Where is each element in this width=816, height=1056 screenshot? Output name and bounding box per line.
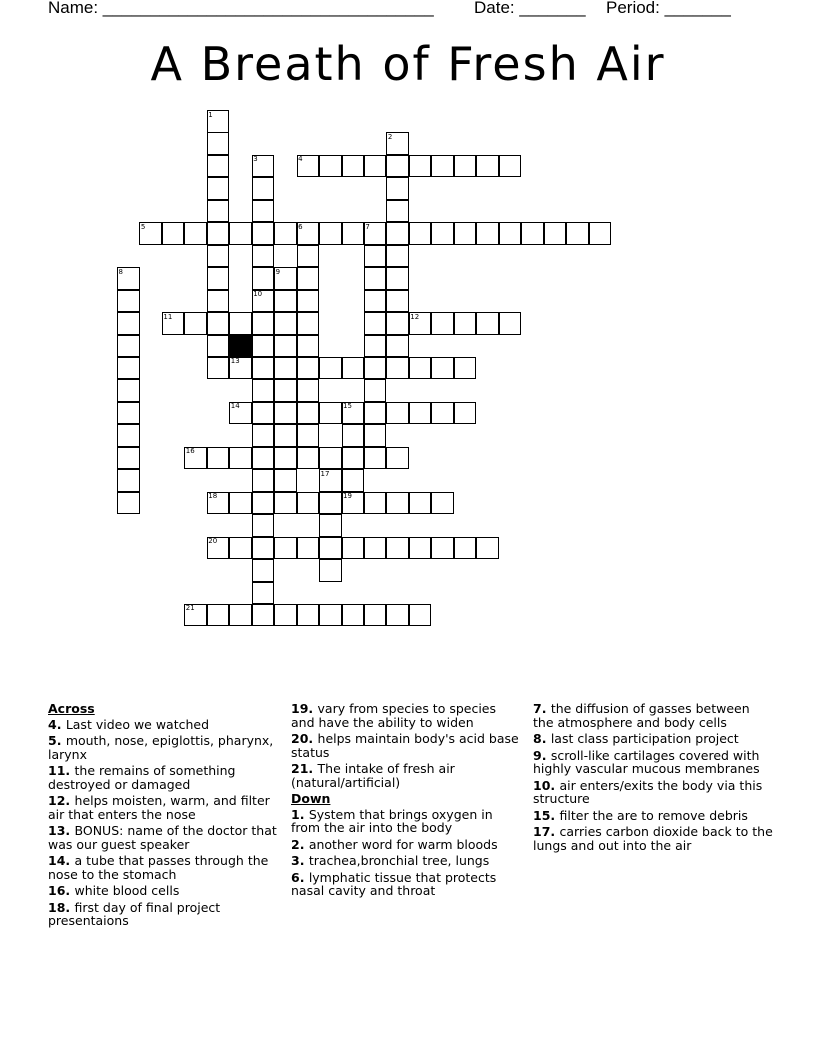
grid-cell[interactable] bbox=[319, 559, 342, 582]
clue-number-6: 6 bbox=[298, 222, 303, 231]
grid-cell[interactable] bbox=[476, 537, 499, 560]
grid-cell[interactable] bbox=[319, 447, 342, 470]
grid-cell[interactable] bbox=[252, 492, 275, 515]
grid-cell[interactable] bbox=[297, 290, 320, 313]
grid-cell[interactable] bbox=[319, 514, 342, 537]
grid-cell[interactable] bbox=[252, 424, 275, 447]
clue-number-15: 15 bbox=[343, 402, 352, 411]
grid-cell[interactable] bbox=[297, 357, 320, 380]
grid-cell[interactable] bbox=[207, 245, 230, 268]
grid-cell[interactable] bbox=[252, 447, 275, 470]
grid-cell[interactable] bbox=[252, 582, 275, 605]
grid-cell[interactable] bbox=[297, 312, 320, 335]
grid-cell[interactable] bbox=[252, 604, 275, 627]
grid-cell[interactable] bbox=[184, 222, 207, 245]
grid-cell[interactable] bbox=[207, 447, 230, 470]
clue-down-2[interactable]: 2. another word for warm bloods bbox=[291, 836, 498, 852]
grid-cell[interactable] bbox=[252, 245, 275, 268]
grid-cell[interactable] bbox=[319, 492, 342, 515]
grid-cell[interactable] bbox=[207, 604, 230, 627]
grid-cell[interactable] bbox=[117, 335, 140, 358]
grid-cell[interactable] bbox=[117, 469, 140, 492]
grid-cell[interactable] bbox=[431, 402, 454, 425]
clue-down-7[interactable]: 7. the diffusion of gasses between the atmosphere and body cells bbox=[533, 701, 750, 730]
grid-cell[interactable] bbox=[319, 537, 342, 560]
grid-cell[interactable] bbox=[207, 200, 230, 223]
grid-cell[interactable] bbox=[274, 290, 297, 313]
grid-cell[interactable] bbox=[431, 222, 454, 245]
grid-cell[interactable] bbox=[342, 155, 365, 178]
clue-number-8: 8 bbox=[118, 267, 123, 276]
clue-number-5: 5 bbox=[140, 222, 146, 231]
grid-cell[interactable] bbox=[274, 357, 297, 380]
grid-cell[interactable] bbox=[207, 132, 230, 155]
grid-cell[interactable] bbox=[386, 312, 409, 335]
clue-down-9[interactable]: 9. scroll-like cartilages covered with highly vascular mucous membranes bbox=[533, 747, 760, 776]
grid-cell[interactable] bbox=[252, 537, 275, 560]
grid-cell[interactable] bbox=[184, 312, 207, 335]
clue-across-4[interactable]: 4. Last video we watched bbox=[48, 716, 210, 732]
clue-down-10[interactable]: 10. air enters/exits the body via this structure bbox=[533, 777, 763, 806]
grid-cell[interactable] bbox=[297, 424, 320, 447]
grid-cell[interactable] bbox=[431, 537, 454, 560]
grid-cell[interactable] bbox=[499, 312, 522, 335]
grid-cell[interactable] bbox=[386, 155, 409, 178]
grid-cell[interactable] bbox=[274, 604, 297, 627]
grid-cell[interactable] bbox=[499, 155, 522, 178]
grid-cell[interactable] bbox=[364, 245, 387, 268]
grid-cell[interactable] bbox=[252, 514, 275, 537]
grid-cell[interactable] bbox=[386, 357, 409, 380]
grid-cell[interactable] bbox=[364, 492, 387, 515]
grid-cell[interactable] bbox=[274, 492, 297, 515]
clue-down-15[interactable]: 15. filter the are to remove debris bbox=[533, 807, 748, 823]
grid-cell[interactable] bbox=[207, 335, 230, 358]
grid-cell[interactable] bbox=[431, 492, 454, 515]
grid-cell[interactable] bbox=[229, 222, 252, 245]
grid-cell[interactable] bbox=[342, 357, 365, 380]
black-square bbox=[229, 335, 252, 358]
grid-cell[interactable] bbox=[252, 335, 275, 358]
clues-column-1 bbox=[48, 702, 278, 931]
clue-number-1: 1 bbox=[208, 110, 213, 119]
grid-cell[interactable] bbox=[386, 492, 409, 515]
grid-cell[interactable] bbox=[297, 335, 320, 358]
clue-across-20[interactable]: 20. helps maintain body's acid base status bbox=[291, 731, 519, 760]
grid-cell[interactable] bbox=[431, 357, 454, 380]
clue-across-16[interactable]: 16. white blood cells bbox=[48, 883, 180, 898]
grid-cell[interactable] bbox=[409, 155, 432, 178]
grid-cell[interactable] bbox=[297, 402, 320, 425]
grid-cell[interactable] bbox=[386, 335, 409, 358]
clue-number-7: 7 bbox=[365, 222, 370, 231]
grid-cell[interactable] bbox=[386, 447, 409, 470]
grid-cell[interactable] bbox=[207, 357, 230, 380]
grid-cell[interactable] bbox=[297, 492, 320, 515]
clue-number-10: 10 bbox=[253, 290, 263, 299]
grid-cell[interactable] bbox=[386, 177, 409, 200]
grid-cell[interactable] bbox=[207, 222, 230, 245]
grid-cell[interactable] bbox=[117, 312, 140, 335]
grid-cell[interactable] bbox=[364, 424, 387, 447]
grid-cell[interactable] bbox=[297, 604, 320, 627]
grid-cell[interactable] bbox=[342, 222, 365, 245]
grid-cell[interactable] bbox=[409, 357, 432, 380]
grid-cell[interactable] bbox=[342, 424, 365, 447]
grid-cell[interactable] bbox=[252, 177, 275, 200]
grid-cell[interactable] bbox=[544, 222, 567, 245]
across-heading: Across bbox=[48, 701, 95, 716]
grid-cell[interactable] bbox=[162, 222, 185, 245]
clue-number-14: 14 bbox=[230, 402, 240, 411]
grid-cell[interactable] bbox=[386, 290, 409, 313]
grid-cell[interactable] bbox=[342, 537, 365, 560]
grid-cell[interactable] bbox=[297, 267, 320, 290]
grid-cell[interactable] bbox=[364, 267, 387, 290]
clue-number-3: 3 bbox=[253, 155, 258, 164]
grid-cell[interactable] bbox=[342, 469, 365, 492]
grid-cell[interactable] bbox=[431, 312, 454, 335]
grid-cell[interactable] bbox=[386, 267, 409, 290]
grid-cell[interactable] bbox=[454, 222, 477, 245]
grid-cell[interactable] bbox=[521, 222, 544, 245]
grid-cell[interactable] bbox=[364, 402, 387, 425]
clue-across-13[interactable]: 13. BONUS: name of the doctor that was our guest speaker bbox=[48, 823, 277, 852]
clue-across-19[interactable]: 19. vary from species to species and have the ability to widen bbox=[291, 701, 497, 730]
grid-cell[interactable] bbox=[409, 492, 432, 515]
clue-number-11: 11 bbox=[163, 312, 173, 321]
clue-number-13: 13 bbox=[230, 357, 240, 366]
clue-number-21: 21 bbox=[185, 604, 195, 613]
grid-cell[interactable] bbox=[454, 537, 477, 560]
grid-cell[interactable] bbox=[476, 222, 499, 245]
grid-cell[interactable] bbox=[476, 312, 499, 335]
clue-number-2: 2 bbox=[387, 132, 393, 141]
grid-cell[interactable] bbox=[297, 447, 320, 470]
grid-cell[interactable] bbox=[319, 402, 342, 425]
grid-cell[interactable] bbox=[252, 357, 275, 380]
grid-cell[interactable] bbox=[409, 537, 432, 560]
clue-across-5[interactable]: 5. mouth, nose, epiglottis, pharynx, larynx bbox=[48, 733, 274, 762]
grid-cell[interactable] bbox=[409, 222, 432, 245]
grid-cell[interactable] bbox=[386, 604, 409, 627]
grid-cell[interactable] bbox=[409, 604, 432, 627]
grid-cell[interactable] bbox=[409, 402, 432, 425]
grid-cell[interactable] bbox=[319, 604, 342, 627]
grid-cell[interactable] bbox=[476, 155, 499, 178]
grid-cell[interactable] bbox=[207, 177, 230, 200]
grid-cell[interactable] bbox=[207, 267, 230, 290]
grid-cell[interactable] bbox=[117, 357, 140, 380]
clue-down-8[interactable]: 8. last class participation project bbox=[533, 731, 739, 746]
clues-column-2 bbox=[291, 702, 521, 901]
grid-cell[interactable] bbox=[117, 492, 140, 515]
grid-cell[interactable] bbox=[364, 379, 387, 402]
grid-cell[interactable] bbox=[386, 200, 409, 223]
grid-cell[interactable] bbox=[386, 402, 409, 425]
clue-across-14[interactable]: 14. a tube that passes through the nose to the stomach bbox=[48, 853, 269, 882]
clue-across-21[interactable]: 21. The intake of fresh air (natural/artificial) bbox=[291, 761, 455, 790]
grid-cell[interactable] bbox=[364, 155, 387, 178]
clue-across-18[interactable]: 18. first day of final project presentaions bbox=[48, 899, 221, 928]
grid-cell[interactable] bbox=[319, 357, 342, 380]
grid-cell[interactable] bbox=[297, 245, 320, 268]
grid-cell[interactable] bbox=[274, 222, 297, 245]
clue-number-4: 4 bbox=[298, 155, 303, 164]
clue-down-1[interactable]: 1. System that brings oxygen in from the air into the body bbox=[291, 806, 493, 835]
grid-cell[interactable] bbox=[274, 379, 297, 402]
clue-down-3[interactable]: 3. trachea,bronchial tree, lungs bbox=[291, 853, 490, 868]
clue-number-12: 12 bbox=[410, 312, 420, 321]
grid-cell[interactable] bbox=[364, 335, 387, 358]
clue-number-18: 18 bbox=[208, 492, 218, 501]
grid-cell[interactable] bbox=[252, 200, 275, 223]
grid-cell[interactable] bbox=[297, 537, 320, 560]
clue-down-17[interactable]: 17. carries carbon dioxide back to the lungs and out into the air bbox=[533, 824, 773, 853]
grid-cell[interactable] bbox=[297, 379, 320, 402]
grid-cell[interactable] bbox=[364, 537, 387, 560]
grid-cell[interactable] bbox=[386, 222, 409, 245]
down-heading: Down bbox=[291, 791, 331, 806]
grid-cell[interactable] bbox=[229, 537, 252, 560]
grid-cell[interactable] bbox=[117, 290, 140, 313]
grid-cell[interactable] bbox=[319, 222, 342, 245]
clue-number-9: 9 bbox=[275, 267, 281, 276]
grid-cell[interactable] bbox=[454, 155, 477, 178]
grid-cell[interactable] bbox=[252, 469, 275, 492]
grid-cell[interactable] bbox=[117, 379, 140, 402]
clue-number-20: 20 bbox=[208, 537, 218, 545]
grid-cell[interactable] bbox=[342, 447, 365, 470]
grid-cell[interactable] bbox=[207, 290, 230, 313]
grid-cell[interactable] bbox=[454, 402, 477, 425]
grid-cell[interactable] bbox=[229, 492, 252, 515]
grid-cell[interactable] bbox=[364, 290, 387, 313]
grid-cell[interactable] bbox=[274, 469, 297, 492]
grid-cell[interactable] bbox=[386, 245, 409, 268]
grid-cell[interactable] bbox=[274, 537, 297, 560]
grid-cell[interactable] bbox=[252, 267, 275, 290]
clue-across-12[interactable]: 12. helps moisten, warm, and filter air that enters the nose bbox=[48, 793, 270, 822]
grid-cell[interactable] bbox=[252, 402, 275, 425]
grid-cell[interactable] bbox=[274, 335, 297, 358]
clue-down-6[interactable]: 6. lymphatic tissue that protects nasal cavity and throat bbox=[291, 869, 497, 898]
grid-cell[interactable] bbox=[566, 222, 589, 245]
clue-across-11[interactable]: 11. the remains of something destroyed or damaged bbox=[48, 763, 236, 792]
grid-cell[interactable] bbox=[342, 604, 365, 627]
page-title: A Breath of Fresh Air bbox=[150, 37, 666, 91]
grid-cell[interactable] bbox=[117, 402, 140, 425]
grid-cell[interactable] bbox=[207, 312, 230, 335]
grid-cell[interactable] bbox=[117, 447, 140, 470]
grid-cell[interactable] bbox=[229, 447, 252, 470]
grid-cell[interactable] bbox=[364, 447, 387, 470]
grid-cell[interactable] bbox=[252, 222, 275, 245]
grid-cell[interactable] bbox=[364, 604, 387, 627]
grid-cell[interactable] bbox=[117, 424, 140, 447]
grid-cell[interactable] bbox=[229, 312, 252, 335]
clue-number-17: 17 bbox=[320, 469, 330, 478]
grid-cell[interactable] bbox=[386, 537, 409, 560]
clue-number-19: 19 bbox=[343, 492, 352, 501]
grid-cell[interactable] bbox=[364, 312, 387, 335]
clue-number-16: 16 bbox=[185, 447, 195, 456]
grid-cell[interactable] bbox=[229, 604, 252, 627]
grid-cell[interactable] bbox=[252, 379, 275, 402]
grid-cell[interactable] bbox=[364, 357, 387, 380]
grid-cell[interactable] bbox=[274, 402, 297, 425]
grid-cell[interactable] bbox=[589, 222, 612, 245]
grid-cell[interactable] bbox=[499, 222, 522, 245]
grid-cell[interactable] bbox=[252, 559, 275, 582]
grid-cell[interactable] bbox=[319, 155, 342, 178]
date-field[interactable]: Date: _______ bbox=[474, 0, 586, 17]
grid-cell[interactable] bbox=[431, 155, 454, 178]
grid-cell[interactable] bbox=[252, 312, 275, 335]
grid-cell[interactable] bbox=[274, 312, 297, 335]
grid-cell[interactable] bbox=[274, 424, 297, 447]
grid-cell[interactable] bbox=[454, 312, 477, 335]
name-field[interactable]: Name: ___________________________________ bbox=[48, 0, 434, 17]
grid-cell[interactable] bbox=[454, 357, 477, 380]
grid-cell[interactable] bbox=[207, 155, 230, 178]
period-field[interactable]: Period: _______ bbox=[606, 0, 731, 17]
grid-cell[interactable] bbox=[274, 447, 297, 470]
clues-column-3 bbox=[533, 702, 773, 855]
